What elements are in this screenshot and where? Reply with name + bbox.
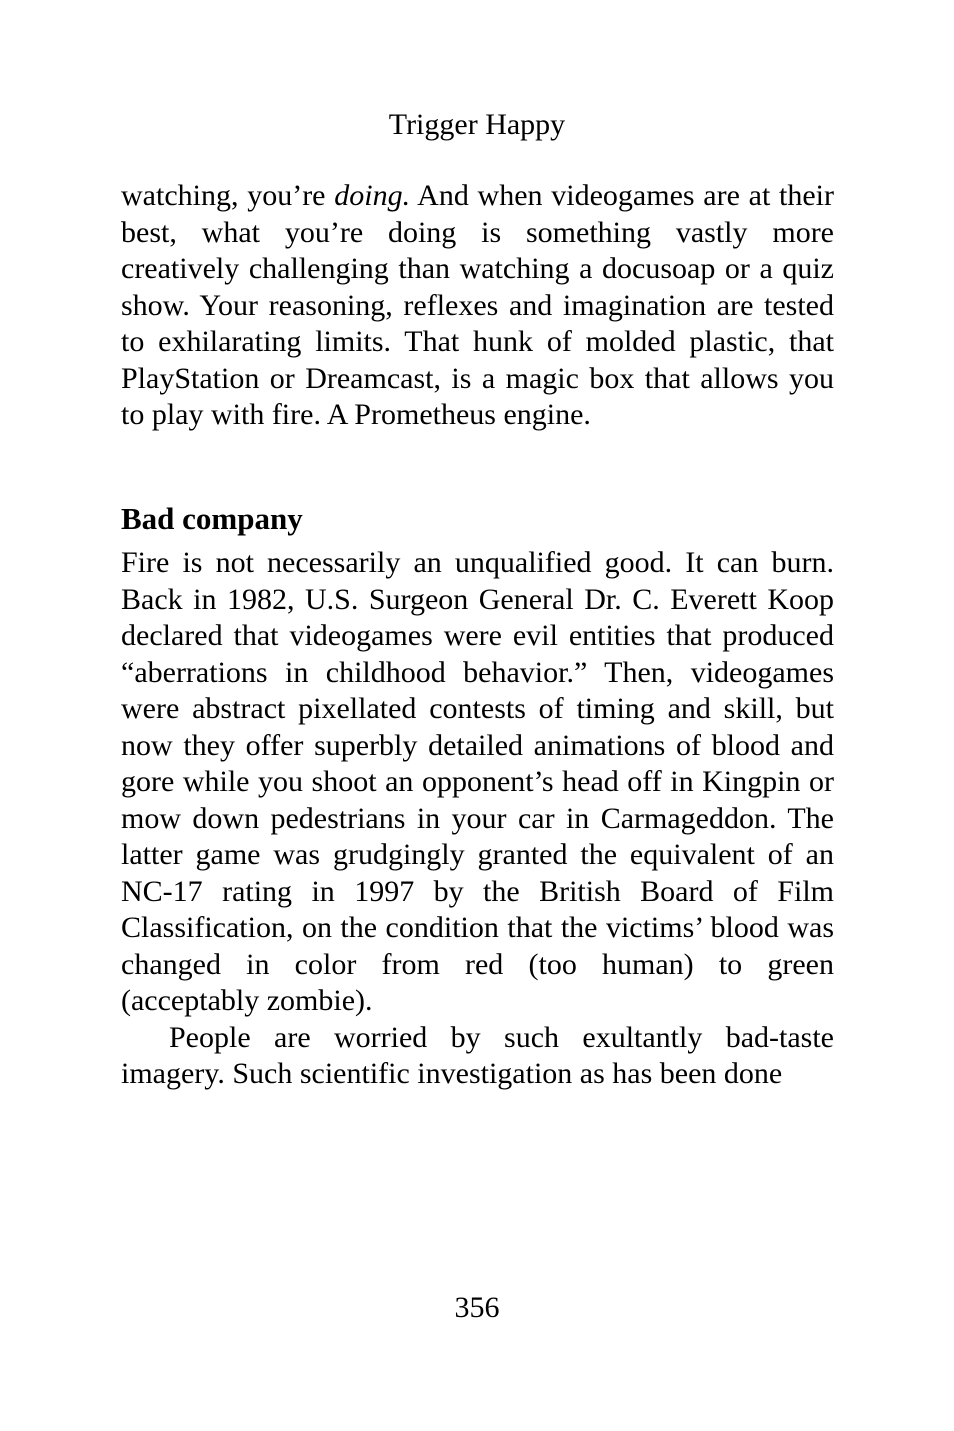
emphasis-doing: doing. [334, 179, 411, 212]
page-number: 356 [454, 1291, 500, 1324]
paragraph-continued-start: watching, you’re [121, 179, 335, 212]
paragraph-continued [121, 178, 834, 434]
body-text-top [121, 178, 834, 434]
running-head: Trigger Happy [388, 108, 566, 141]
section-paragraph-1: Fire is not necessarily an unqualified good. It can burn. Back in 1982, U.S. Surgeon General Dr. C. Everett Koop declared that videogames were evil entities that produced “aberrations in childhood behavior.” Then, videogames were abstract pixellated contests of timing and skill, but now they offer superbly detailed animations of blood and gore while you shoot an opponent’s head off in Kingpin or mow down pedestrians in your car in Carmageddon. The latter game was grudgingly granted the equivalent of an NC-17 rating in 1997 by the British Board of Film Classification, on the condition that the victims’ blood was changed in color from red (too human) to green (acceptably zombie). [121, 546, 834, 1017]
section-heading: Bad company [121, 501, 303, 536]
body-text-section [121, 545, 834, 1093]
section-paragraph-2: People are worried by such exultantly bad-taste imagery. Such scientific investigation as has been done [121, 1020, 834, 1090]
paragraph-continued-end: And when videogames are at their best, what you’re doing is something vastly more creatively challenging than watching a docusoap or a quiz show. Your reasoning, reflexes and imagination are tested to exhilarating limits. That hunk of molded plastic, that PlayStation or Dreamcast, is a magic box that allows you to play with fire. A Prometheus engine. [121, 179, 835, 431]
